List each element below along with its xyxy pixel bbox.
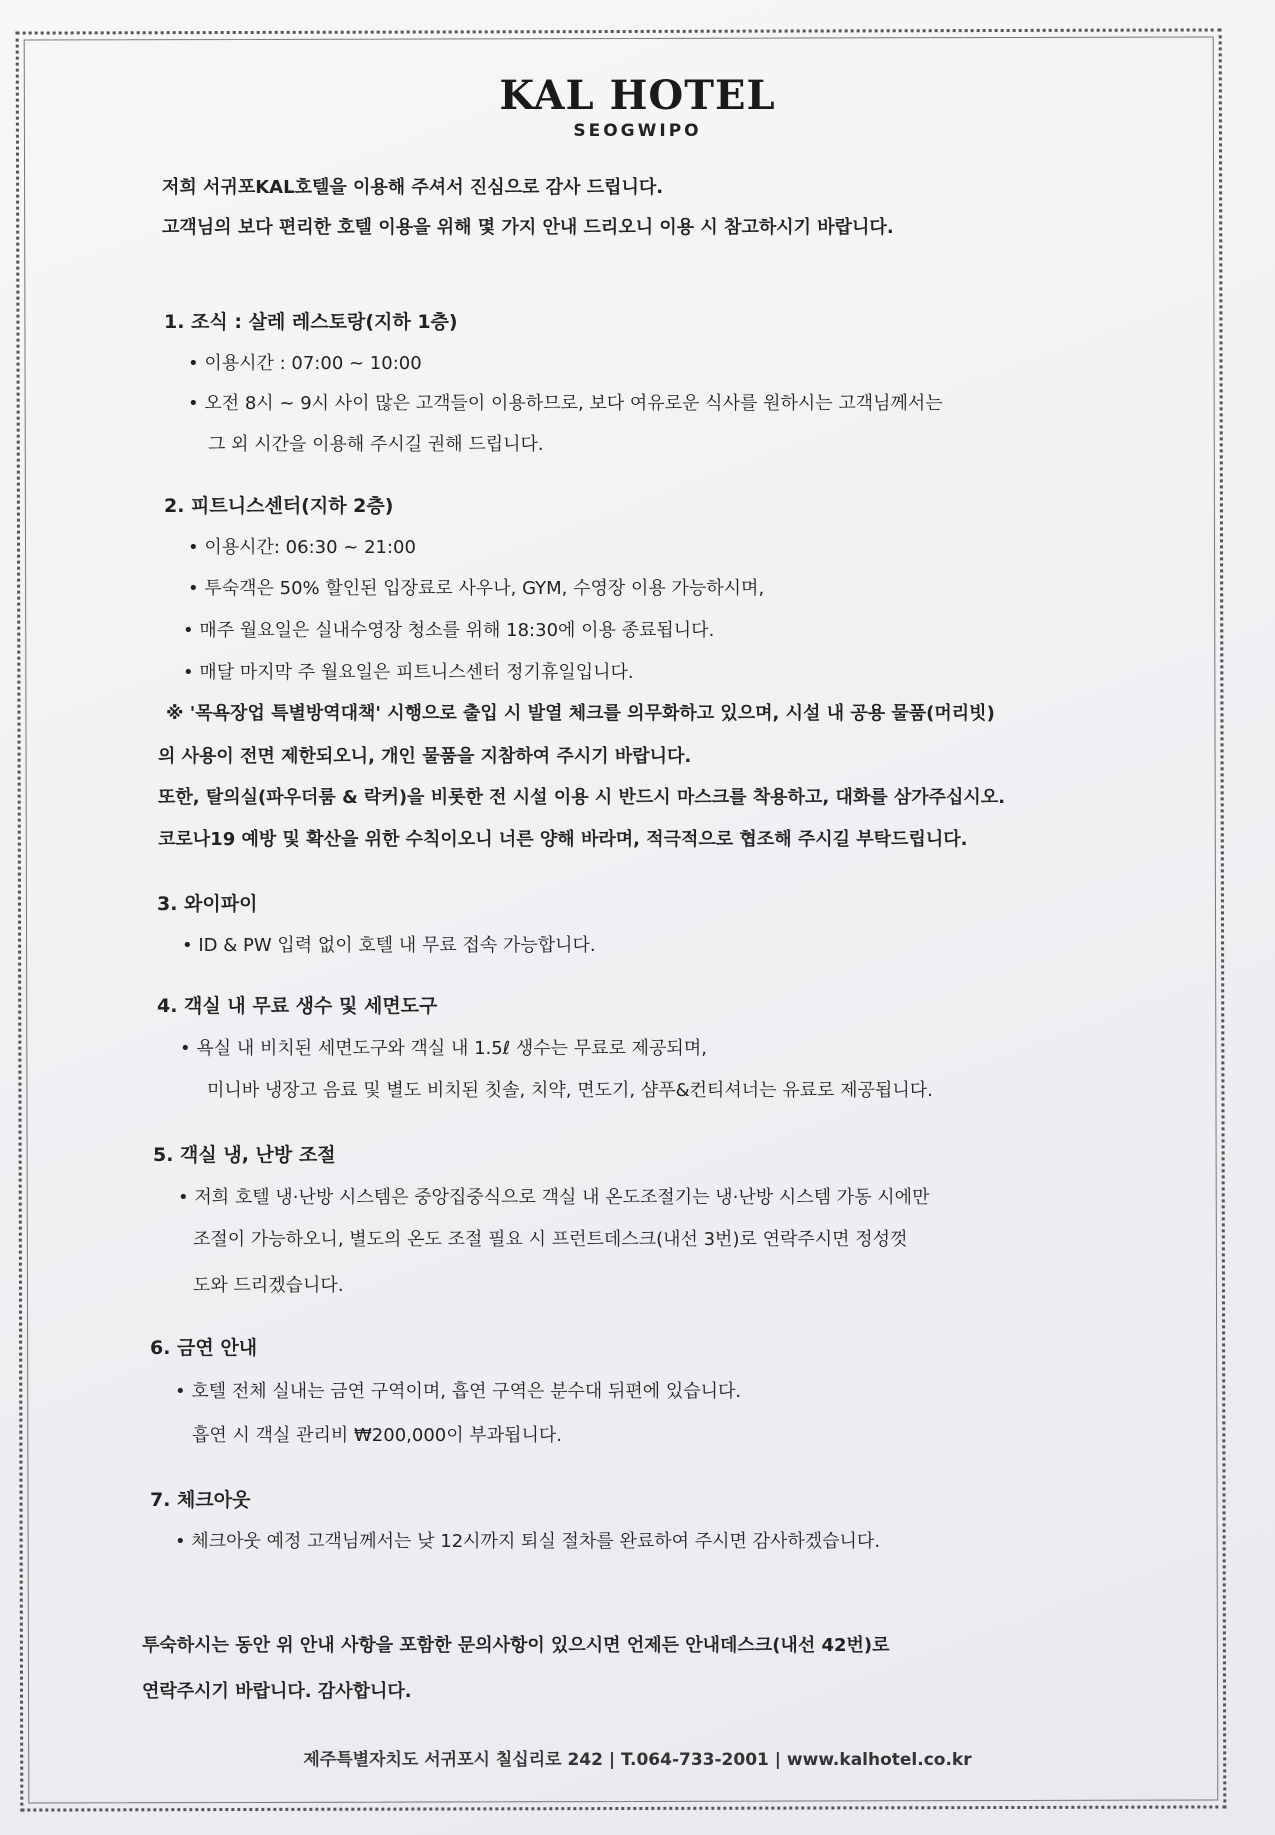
- section-title: 5. 객실 냉, 난방 조절: [153, 1144, 336, 1166]
- section-title: 6. 금연 안내: [150, 1337, 258, 1359]
- section-title: 3. 와이파이: [157, 893, 258, 915]
- notice-line: 의 사용이 전면 제한되오니, 개인 물품을 지참하여 주시기 바랍니다.: [158, 746, 692, 767]
- section-line: • 매주 월요일은 실내수영장 청소를 위해 18:30에 이용 종료됩니다.: [183, 620, 715, 641]
- section-line: • 저희 호텔 냉·난방 시스템은 중앙집중식으로 객실 내 온도조절기는 냉·난방 시스템 가동 시에만: [178, 1187, 930, 1208]
- section-line: 조절이 가능하오니, 별도의 온도 조절 필요 시 프런트데스크(내선 3번)로 연락주시면 정성껏: [193, 1229, 908, 1250]
- notice-line: 코로나19 예방 및 확산을 위한 수칙이오니 너른 양해 바라며, 적극적으로 협조해 주시길 부탁드립니다.: [158, 829, 968, 850]
- section-line: 미니바 냉장고 음료 및 별도 비치된 칫솔, 치약, 면도기, 샴푸&컨티셔너는 유료로 제공됩니다.: [207, 1080, 933, 1101]
- section-line: 도와 드리겠습니다.: [193, 1275, 344, 1296]
- section-line: 그 외 시간을 이용해 주시길 권해 드립니다.: [208, 434, 544, 455]
- notice-line: ※ '목욕장업 특별방역대책' 시행으로 출입 시 발열 체크를 의무화하고 있으며, 시설 내 공용 물품(머리빗): [166, 703, 995, 724]
- intro-line: 고객님의 보다 편리한 호텔 이용을 위해 몇 가지 안내 드리오니 이용 시 참고하시기 바랍니다.: [162, 217, 894, 238]
- footer-contact: 제주특별자치도 서귀포시 칠십리로 242 | T.064-733-2001 | www.kalhotel.co.kr: [303, 1750, 972, 1770]
- section-title: 2. 피트니스센터(지하 2층): [164, 495, 394, 517]
- section-line: • ID & PW 입력 없이 호텔 내 무료 접속 가능합니다.: [182, 935, 596, 956]
- logo-location: SEOGWIPO: [573, 121, 702, 141]
- section-line: 흡연 시 객실 관리비 ₩200,000이 부과됩니다.: [192, 1425, 562, 1446]
- notice-line: 또한, 탈의실(파우더룸 & 락커)을 비롯한 전 시설 이용 시 반드시 마스크를 착용하고, 대화를 삼가주십시오.: [158, 787, 1006, 808]
- section-title: 1. 조식 : 살레 레스토랑(지하 1층): [164, 311, 458, 333]
- section-line: • 체크아웃 예정 고객님께서는 낮 12시까지 퇴실 절차를 완료하여 주시면 감사하겠습니다.: [175, 1531, 881, 1552]
- section-line: • 욕실 내 비치된 세면도구와 객실 내 1.5ℓ 생수는 무료로 제공되며,: [180, 1038, 707, 1059]
- section-line: • 오전 8시 ~ 9시 사이 많은 고객들이 이용하므로, 보다 여유로운 식사를 원하시는 고객님께서는: [188, 393, 943, 414]
- section-line: • 이용시간 : 07:00 ~ 10:00: [188, 353, 422, 374]
- section-line: • 매달 마지막 주 월요일은 피트니스센터 정기휴일입니다.: [183, 662, 634, 683]
- intro-line: 저희 서귀포KAL호텔을 이용해 주셔서 진심으로 감사 드립니다.: [162, 177, 664, 198]
- logo-name: KAL HOTEL: [499, 72, 776, 119]
- section-title: 4. 객실 내 무료 생수 및 세면도구: [157, 995, 438, 1017]
- closing-line: 연락주시기 바랍니다. 감사합니다.: [142, 1681, 412, 1702]
- section-line: • 투숙객은 50% 할인된 입장료로 사우나, GYM, 수영장 이용 가능하시며,: [188, 578, 765, 599]
- section-line: • 이용시간: 06:30 ~ 21:00: [188, 537, 416, 558]
- section-line: • 호텔 전체 실내는 금연 구역이며, 흡연 구역은 분수대 뒤편에 있습니다.: [175, 1381, 742, 1402]
- hotel-logo: [0, 72, 1275, 141]
- closing-line: 투숙하시는 동안 위 안내 사항을 포함한 문의사항이 있으시면 언제든 안내데스크(내선 42번)로: [142, 1635, 890, 1656]
- section-title: 7. 체크아웃: [150, 1489, 251, 1511]
